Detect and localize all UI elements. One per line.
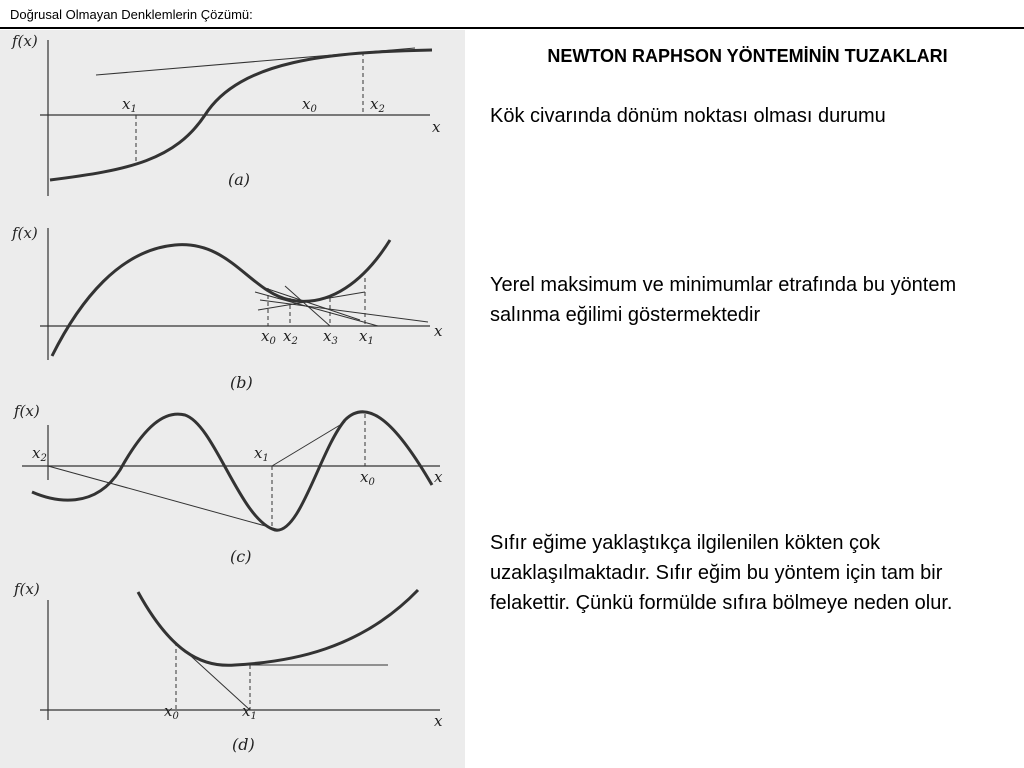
graph-c-x1-label: $x_1$: [254, 444, 269, 464]
graph-a-x1-label: $x_1$: [122, 95, 137, 115]
graph-b-x0-label: $x_0$: [261, 327, 276, 347]
graph-d-fx-label: f(x): [14, 580, 40, 598]
graph-a-x2-label: $x_2$: [370, 95, 385, 115]
graph-d-x1-label: $x_1$: [242, 702, 257, 722]
slide-title: NEWTON RAPHSON YÖNTEMİNİN TUZAKLARI: [547, 46, 948, 66]
graph-b-caption: (b): [230, 373, 253, 392]
graph-b-curve: [52, 240, 390, 356]
graph-d-x0-label: $x_0$: [164, 702, 179, 722]
graph-c-x0-label: $x_0$: [360, 468, 375, 488]
graph-d-curve: [138, 590, 418, 665]
header-title: Doğrusal Olmayan Denklemlerin Çözümü:: [10, 7, 253, 22]
graph-c-x2-label: $x_2$: [32, 444, 47, 464]
graph-c-x-label: x: [434, 468, 443, 486]
graph-c-tangent-2: [272, 422, 345, 466]
graph-c: [22, 412, 440, 530]
graph-b-x3-label: $x_3$: [323, 327, 338, 347]
figure-panel: [0, 30, 465, 768]
graph-a-caption: (a): [228, 170, 251, 189]
graph-a-x0-label: $x_0$: [302, 95, 317, 115]
slide-header: [0, 0, 1024, 29]
note-zero-slope: Sıfır eğime yaklaştıkça ilgilenilen kökten çok uzaklaşılmaktadır. Sıfır eğim bu yöntem için tam bir felakettir. Çünkü formülde sıfıra bölmeye neden olur.: [490, 532, 953, 614]
graph-b-x1-label: $x_1$: [359, 327, 374, 347]
graph-c-caption: (c): [230, 547, 252, 566]
graph-c-fx-label: f(x): [14, 402, 40, 420]
graph-d-caption: (d): [232, 735, 255, 754]
graph-a-tangent-1: [96, 48, 415, 75]
graph-b-fx-label: f(x): [12, 224, 38, 242]
header-divider: [0, 27, 1024, 29]
note-inflection-point: Kök civarında dönüm noktası olması durumu: [490, 105, 886, 127]
graph-d: [40, 590, 440, 720]
graph-b-tangent-2: [260, 300, 428, 322]
note-local-extrema: Yerel maksimum ve minimumlar etrafında bu yöntem salınma eğilimi göstermektedir: [490, 274, 957, 326]
graph-a-fx-label: f(x): [12, 32, 38, 50]
graph-a-x-label: x: [432, 118, 441, 136]
graph-b-tangent-1: [255, 292, 378, 326]
graph-d-x-label: x: [434, 712, 443, 730]
newton-raphson-figures: [0, 30, 465, 768]
graph-b-x2-label: $x_2$: [283, 327, 298, 347]
graph-d-tangent: [170, 637, 250, 710]
graph-b-tangent-5: [285, 286, 330, 326]
graph-b-x-label: x: [434, 322, 443, 340]
graph-b-tangent-3: [265, 288, 360, 320]
graph-c-curve: [32, 412, 432, 530]
